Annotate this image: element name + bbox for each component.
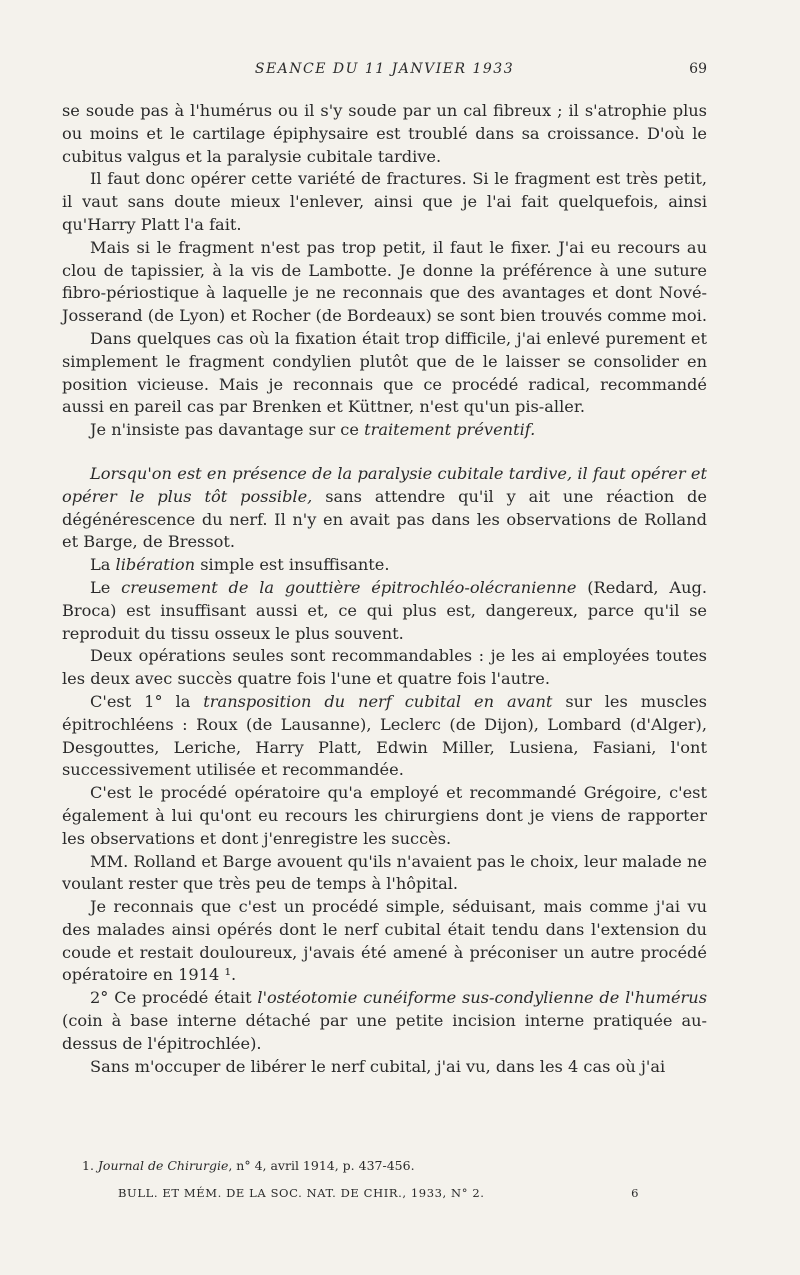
paragraph-text: Le bbox=[90, 577, 122, 597]
paragraph-text: sur les muscles épitrochléens : Roux (de Lausanne), Leclerc (de Dijon), Lombard (d'Alger), Desgouttes, Leriche, Harry Platt, Edwin Miller, Lusiena, Fasiani, l'ont successivement utilisée et recommandée. bbox=[62, 691, 707, 780]
bulletin-reference: BULL. ET MÉM. DE LA SOC. NAT. DE CHIR., 1933, N° 2. bbox=[118, 1186, 485, 1200]
paragraph bbox=[62, 896, 707, 987]
italic-text: traitement préventif. bbox=[364, 420, 536, 440]
italic-text: Lorsqu'on est en présence de la paralysie cubitale tardive, il faut opérer et opérer le plus tôt possible, bbox=[62, 463, 707, 506]
paragraph-text: Je n'insiste pas davantage sur ce bbox=[90, 420, 365, 440]
paragraph bbox=[62, 577, 707, 645]
paragraph bbox=[62, 168, 707, 236]
paragraph bbox=[62, 237, 707, 328]
footnote-citation: , n° 4, avril 1914, p. 437-456. bbox=[228, 1158, 415, 1173]
paragraph bbox=[62, 100, 707, 168]
sheet-number: 6 bbox=[631, 1186, 639, 1200]
paragraph-text: simple est insuffisante. bbox=[195, 555, 390, 575]
paragraph bbox=[62, 554, 707, 577]
paragraph-text: Il faut donc opérer cette variété de fractures. Si le fragment est très petit, il vaut sans doute mieux l'enlever, ainsi que je l'ai fait quelquefois, ainsi qu'Harry Platt l'a fait. bbox=[62, 169, 707, 234]
page-content bbox=[62, 0, 707, 1275]
running-title: SEANCE DU 11 JANVIER 1933 bbox=[254, 61, 515, 77]
italic-text: creusement de la gouttière épitrochléo-olécranienne bbox=[121, 577, 577, 597]
paragraph bbox=[62, 645, 707, 691]
italic-text: libération bbox=[115, 555, 196, 575]
paragraph bbox=[62, 419, 707, 442]
paragraph-text: 2° Ce procédé était bbox=[90, 988, 258, 1008]
body-text bbox=[62, 100, 707, 1078]
paragraph bbox=[62, 987, 707, 1055]
paragraph bbox=[62, 691, 707, 782]
paragraph-text: Dans quelques cas où la fixation était trop difficile, j'ai enlevé purement et simplement le fragment condylien plutôt que de le laisser se consolider en position vicieuse. Mais je reconnais que ce procédé radical, recommandé aussi en pareil cas par Brenken et Küttner, n'est qu'un pis-aller. bbox=[62, 328, 707, 417]
paragraph bbox=[62, 463, 707, 554]
paragraph-text: MM. Rolland et Barge avouent qu'ils n'avaient pas le choix, leur malade ne voulant rester que très peu de temps à l'hôpital. bbox=[62, 851, 707, 894]
running-head bbox=[62, 61, 707, 83]
footnotes bbox=[62, 1157, 707, 1175]
paragraph-text: Sans m'occuper de libérer le nerf cubital, j'ai vu, dans les 4 cas où j'ai bbox=[90, 1056, 666, 1076]
paragraph-text: (Redard, Aug. Broca) est insuffisant aussi et, ce qui plus est, dangereux, parce qu'il se reproduit du tissu osseux le plus souvent. bbox=[62, 577, 708, 643]
footnote-journal: Journal de Chirurgie bbox=[97, 1158, 229, 1173]
paragraph bbox=[62, 328, 707, 419]
paragraph-text: (coin à base interne détaché par une petite incision interne pratiquée au-dessus de l'épitrochlée). bbox=[62, 1011, 707, 1053]
paragraph-text: Deux opérations seules sont recommandables : je les ai employées toutes les deux avec succès quatre fois l'une et quatre fois l'autre. bbox=[62, 646, 707, 689]
italic-text: l'ostéotomie cunéiforme sus-condylienne de l'humérus bbox=[257, 988, 708, 1008]
page-number: 69 bbox=[689, 61, 707, 77]
paragraph-text: C'est le procédé opératoire qu'a employé et recommandé Grégoire, c'est également à lui qu'ont eu recours les chirurgiens dont je viens de rapporter les observations et dont j'enregistre les succès. bbox=[62, 783, 707, 848]
footnote-number: 1. bbox=[82, 1158, 94, 1173]
paragraph bbox=[62, 1056, 707, 1079]
paragraph bbox=[62, 851, 707, 897]
footnote-1 bbox=[62, 1157, 707, 1175]
paragraph bbox=[62, 782, 707, 850]
italic-text: transposition du nerf cubital en avant bbox=[203, 691, 553, 711]
paragraph-text: se soude pas à l'humérus ou il s'y soude par un cal fibreux ; il s'atrophie plus ou moins et le cartilage épiphysaire est troublé dans sa croissance. D'où le cubitus valgus et la paralysie cubitale tardive. bbox=[62, 101, 707, 166]
paragraph-text: Je reconnais que c'est un procédé simple, séduisant, mais comme j'ai vu des malades ainsi opérés dont le nerf cubital était tendu dans l'extension du coude et restait douloureux, j'avais été amené à préconiser un autre procédé opératoire en 1914 ¹. bbox=[62, 897, 707, 985]
paragraph-text: sans attendre qu'il y ait une réaction de dégénérescence du nerf. Il n'y en avait pas dans les observations de Rolland et Barge, de Bressot. bbox=[62, 486, 707, 552]
paragraph-text: Mais si le fragment n'est pas trop petit, il faut le fixer. J'ai eu recours au clou de tapissier, à la vis de Lambotte. Je donne la préférence à une suture fibro-périostique à laquelle je ne reconnais que des avantages et dont Nové-Josserand (de Lyon) et Rocher (de Bordeaux) se sont bien trouvés comme moi. bbox=[62, 237, 708, 326]
paragraph-text: La bbox=[90, 555, 116, 575]
paragraph-text: C'est 1° la bbox=[90, 691, 204, 711]
